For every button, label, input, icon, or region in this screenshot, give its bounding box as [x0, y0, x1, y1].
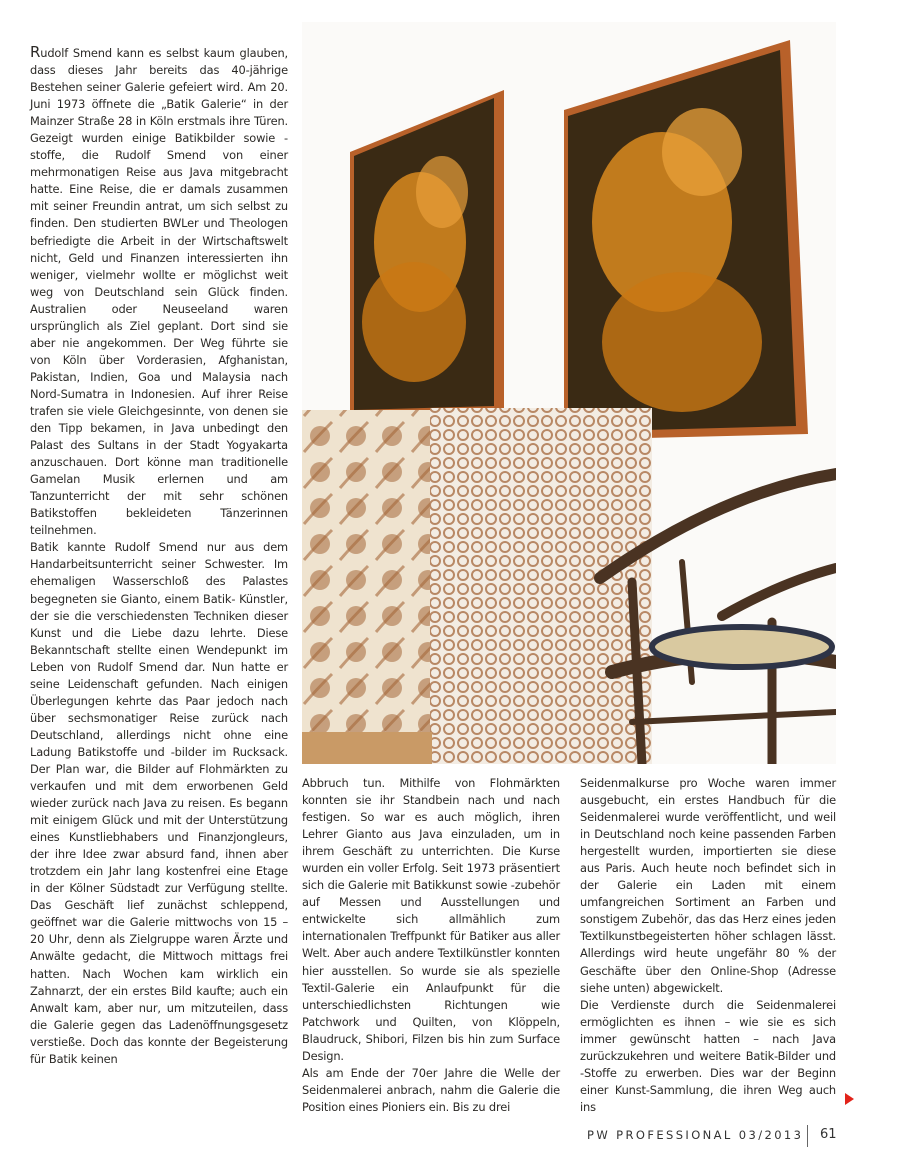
wooden-floor [302, 732, 432, 764]
article-column-3 [580, 775, 836, 1116]
batik-fabric-floral [302, 410, 432, 740]
page-number: 61 [820, 1127, 837, 1142]
page-footer [0, 1125, 900, 1147]
footer-divider [807, 1125, 808, 1147]
paragraph: Als am Ende der 70er Jahre die Welle der Seidenmalerei anbrach, nahm die Galerie die Position eines Pioniers ein. Bis zu drei [302, 1065, 560, 1114]
chair-cushion [652, 627, 832, 667]
batik-fabric-geometric [430, 408, 652, 764]
paragraph: Batik kannte Rudolf Smend nur aus dem Handarbeitsunterricht seiner Schwester. Im ehemaligen Wasserschloß des Palastes begegneten sie Gianto, einem Batik- Künstler, der sie die verschiedensten Techniken dieser Kunst und die Liebe dazu lehrte. Diese Bekanntschaft stellte einen Wendepunkt im Leben von Rudolf Smend dar. Nun hatte er seine Leidenschaft gefunden. Nach einigen Überlegungen kehrte das Paar jedoch nach über sechsmonatiger Reise zurück nach Deutschland, allerdings nicht ohne eine Ladung Batikstoffe und -bilder im Rucksack. Der Plan war, die Bilder auf Flohmärkten zu verkaufen und mit dem erworbenen Geld wieder zurück nach Java zu reisen. Es begann mit einigem Glück und mit der Unterstützung eines Kunstliebhabers und Finanzjongleurs, der ihre Idee zwar absurd fand, ihnen aber trotzdem ein Jahr lang kostenfrei eine Etage in der Kölner Südstadt zur Verfügung stellte. Das Geschäft lief zunächst schleppend, geöffnet war die Galerie mittwochs von 15 – 20 Uhr, denn als Zielgruppe waren Ärzte und Anwälte gedacht, die Mittwoch mittags frei hatten. Nach Wochen kam wirklich ein Zahnarzt, der ein erstes Bild kaufte; auch ein Anwalt kam, aber nur, um mitzuteilen, dass die Galerie gegen das Ladenöffnungsgesetz verstieße. Doch das konnte der Begeisterung für Batik keinen [30, 540, 288, 1066]
magazine-issue: PW PROFESSIONAL 03/2013 [587, 1128, 804, 1142]
article-column-1 [30, 44, 288, 1068]
paragraph: Abbruch tun. Mithilfe von Flohmärkten konnten sie ihr Standbein nach und nach festigen. So war es auch möglich, ihren Lehrer Gianto aus Java einzuladen, um in ihrem Geschäft zu unterrichten. Die Kurse wurden ein voller Erfolg. Seit 1973 präsentiert sich die Galerie mit Batikkunst sowie -zubehör auf Messen und Ausstellungen und entwickelte sich allmählich zum internationalen Treffpunkt für Batiker aus aller Welt. Aber auch andere Textilkünstler konnten hier ausstellen. So wurde sie als spezielle Textil-Galerie ein Anlaufpunkt für die unterschiedlichsten Richtungen wie Patchwork und Quilten, von Klöppeln, Blaudruck, Shibori, Filzen bis hin zum Surface Design. [302, 776, 560, 1063]
paragraph: Seidenmalkurse pro Woche waren immer ausgebucht, ein erstes Handbuch für die Seidenmalerei wurde veröffentlicht, und weil in Deutschland noch keine passenden Farben hergestellt wurden, importierten sie diese aus Paris. Auch heute noch befindet sich in der Galerie ein Laden mit einem umfangreichen Sortiment an Farben und sonstigem Zubehör, das das Herz eines jeden Textilkunstbegeisterten höher schlagen lässt. Allerdings wird heute ungefähr 80 % der Geschäfte über den Online-Shop (Adresse siehe unten) abgewickelt. [580, 776, 836, 995]
gallery-photo [302, 22, 836, 764]
initial-letter: R [30, 43, 41, 61]
gallery-photo-illustration [302, 22, 836, 764]
paragraph-text: udolf Smend kann es selbst kaum glauben, dass dieses Jahr bereits das 40-jährige Bestehen seiner Galerie gefeiert wird. Am 20. Juni 1973 öffnete die „Batik Galerie“ in der Mainzer Straße 28 in Köln erstmals ihre Türen. Gezeigt wurden einige Batikbilder sowie -stoffe, die Rudolf Smend von einer mehrmonatigen Reise aus Java mitgebracht hatte. Eine Reise, die er damals zusammen mit seiner Freundin antrat, um sich selbst zu finden. Den studierten BWLer und Theologen befriedigte die Arbeit in der Wirtschaftswelt nicht, Geld und Finanzen interessierten ihn weniger, vielmehr wollte er möglichst weit weg von Deutschland sein Glück finden. Australien oder Neuseeland waren ursprünglich als Ziel geplant. Dort sind sie aber nie angekommen. Der Weg führte sie von Köln über Vorderasien, Afghanistan, Pakistan, Indien, Goa und Malaysia nach Nord-Sumatra in Indonesien. Auf ihrer Reise trafen sie viele Gleichgesinnte, von denen sie den Tipp bekamen, in Java unbedingt den Palast des Sultans in der Stadt Yogyakarta anzuschauen. Dort könne man traditionelle Gamelan Musik erlernen und am Tanzunterricht der mit sehr schönen Batikstoffen bekleideten Tänzerinnen teilnehmen. [30, 46, 288, 538]
continue-arrow-icon [845, 1093, 854, 1105]
paragraph: Die Verdienste durch die Seidenmalerei ermöglichten es ihnen – wie sie es sich immer gewünscht hatten – nach Java zurückzukehren und weitere Batik-Bilder und -Stoffe zu erwerben. Dies war der Beginn einer Kunst-Sammlung, die ihren Weg auch ins [580, 997, 836, 1114]
article-column-2 [302, 775, 560, 1116]
batik-painting-right [564, 40, 808, 440]
paragraph-intro [30, 44, 288, 539]
